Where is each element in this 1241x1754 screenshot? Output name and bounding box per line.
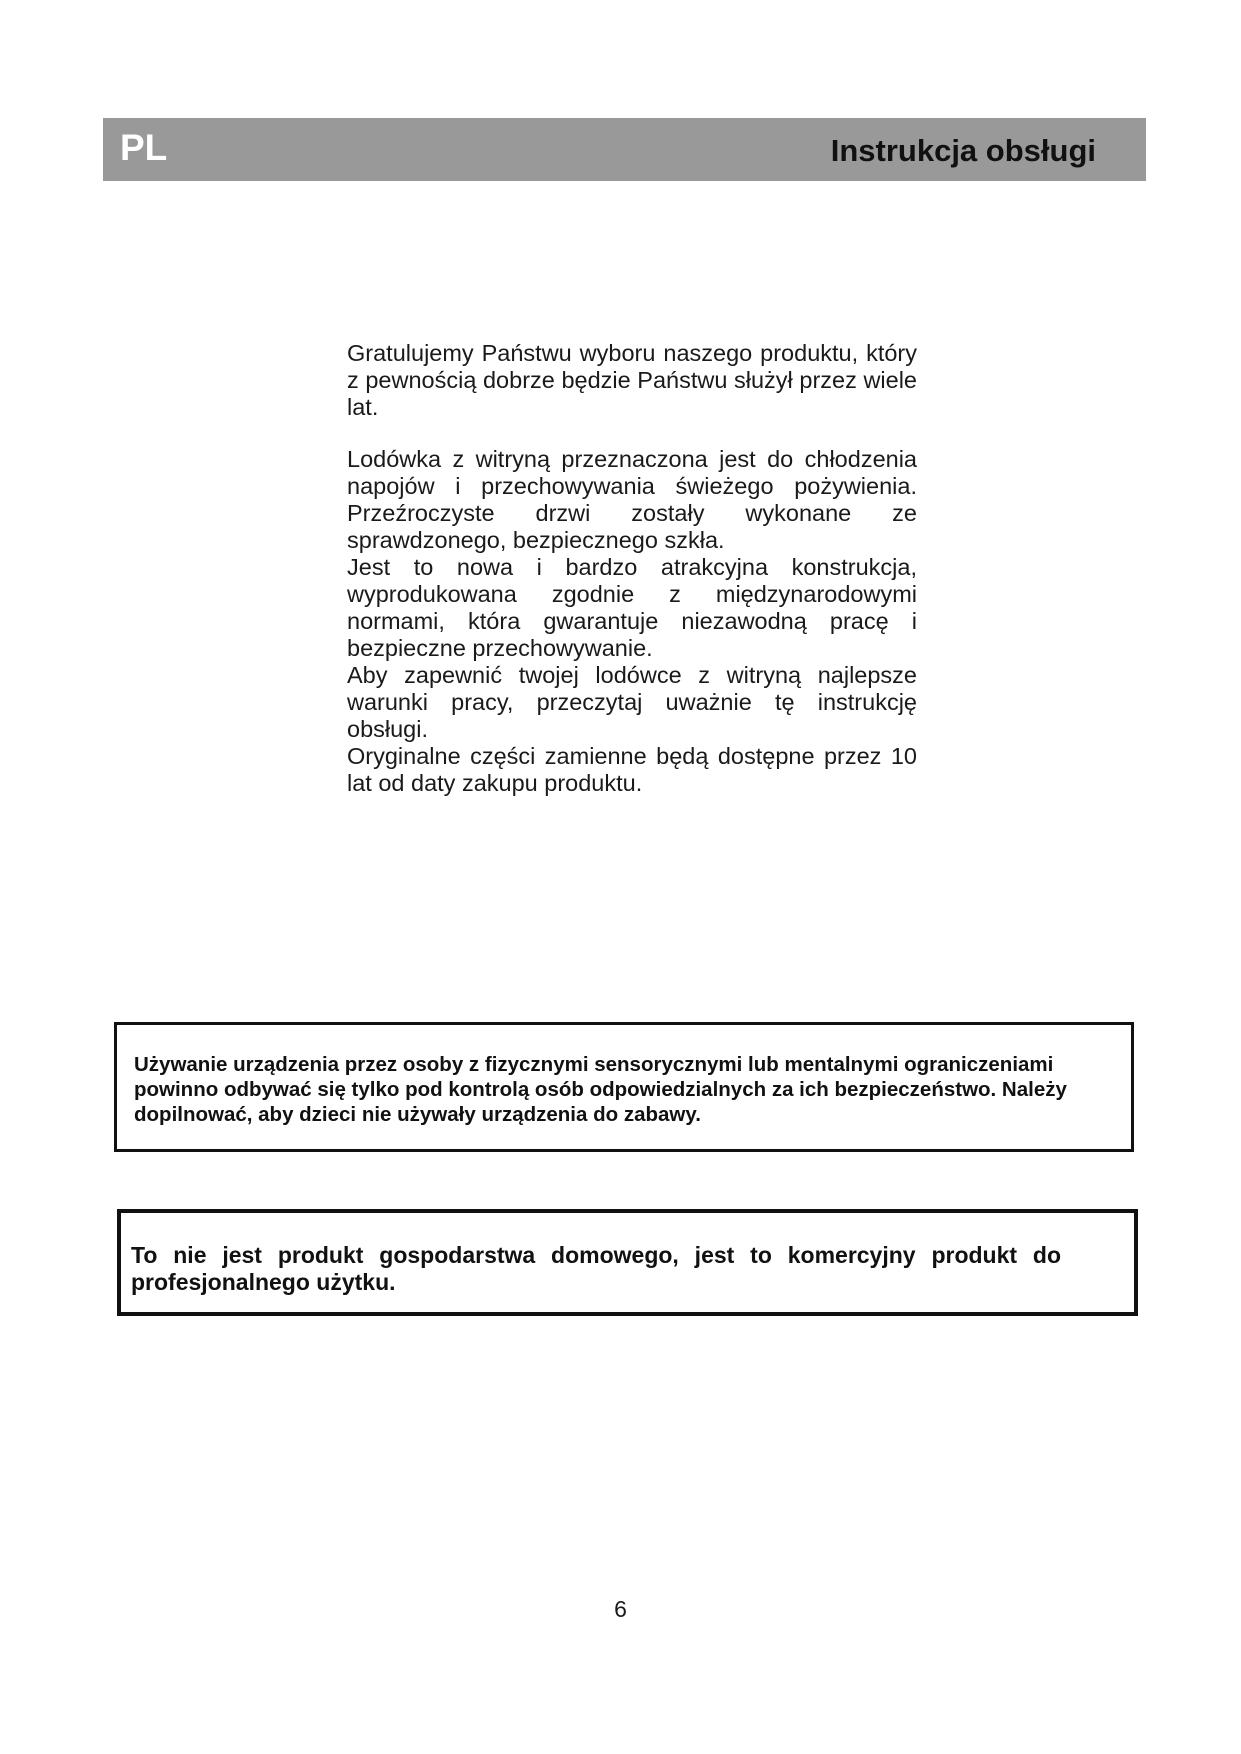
intro-paragraph-greeting: Gratulujemy Państwu wyboru naszego produktu, który z pewnością dobrze będzie Państwu służył przez wiele lat. (347, 340, 917, 420)
intro-paragraph-spare-parts: Oryginalne części zamienne będą dostępne przez 10 lat od daty zakupu produktu. (347, 743, 917, 796)
page-number: 6 (614, 1596, 627, 1622)
commercial-notice-box (117, 1209, 1138, 1316)
intro-paragraph-purpose: Lodówka z witryną przeznaczona jest do chłodzenia napojów i przechowywania świeżego pożywienia. Przeźroczyste drzwi zostały wykonane ze sprawdzonego, bezpiecznego szkła. (347, 446, 917, 553)
intro-paragraph-construction: Jest to nowa i bardzo atrakcyjna konstrukcja, wyprodukowana zgodnie z międzynarodowymi normami, która gwarantuje niezawodną pracę i bezpieczne przechowywanie. (347, 554, 917, 661)
intro-paragraph-instructions: Aby zapewnić twojej lodówce z witryną najlepsze warunki pracy, przeczytaj uważnie tę instrukcję obsługi. (347, 662, 917, 742)
header-bar (103, 118, 1146, 181)
language-code: PL (120, 127, 168, 168)
intro-section (347, 340, 917, 797)
commercial-notice-text: To nie jest produkt gospodarstwa domowego, jest to komercyjny produkt do profesjonalnego użytku. (131, 1242, 1061, 1295)
safety-warning-box (114, 1022, 1134, 1152)
document-title: Instrukcja obsługi (830, 133, 1096, 168)
safety-warning-text: Używanie urządzenia przez osoby z fizycznymi sensorycznymi lub mentalnymi ograniczeniami powinno odbywać się tylko pod kontrolą osób odpowiedzialnych za ich bezpieczeństwo. Należy dopilnować, aby dzieci nie używały urządzenia do zabawy. (134, 1053, 1067, 1126)
